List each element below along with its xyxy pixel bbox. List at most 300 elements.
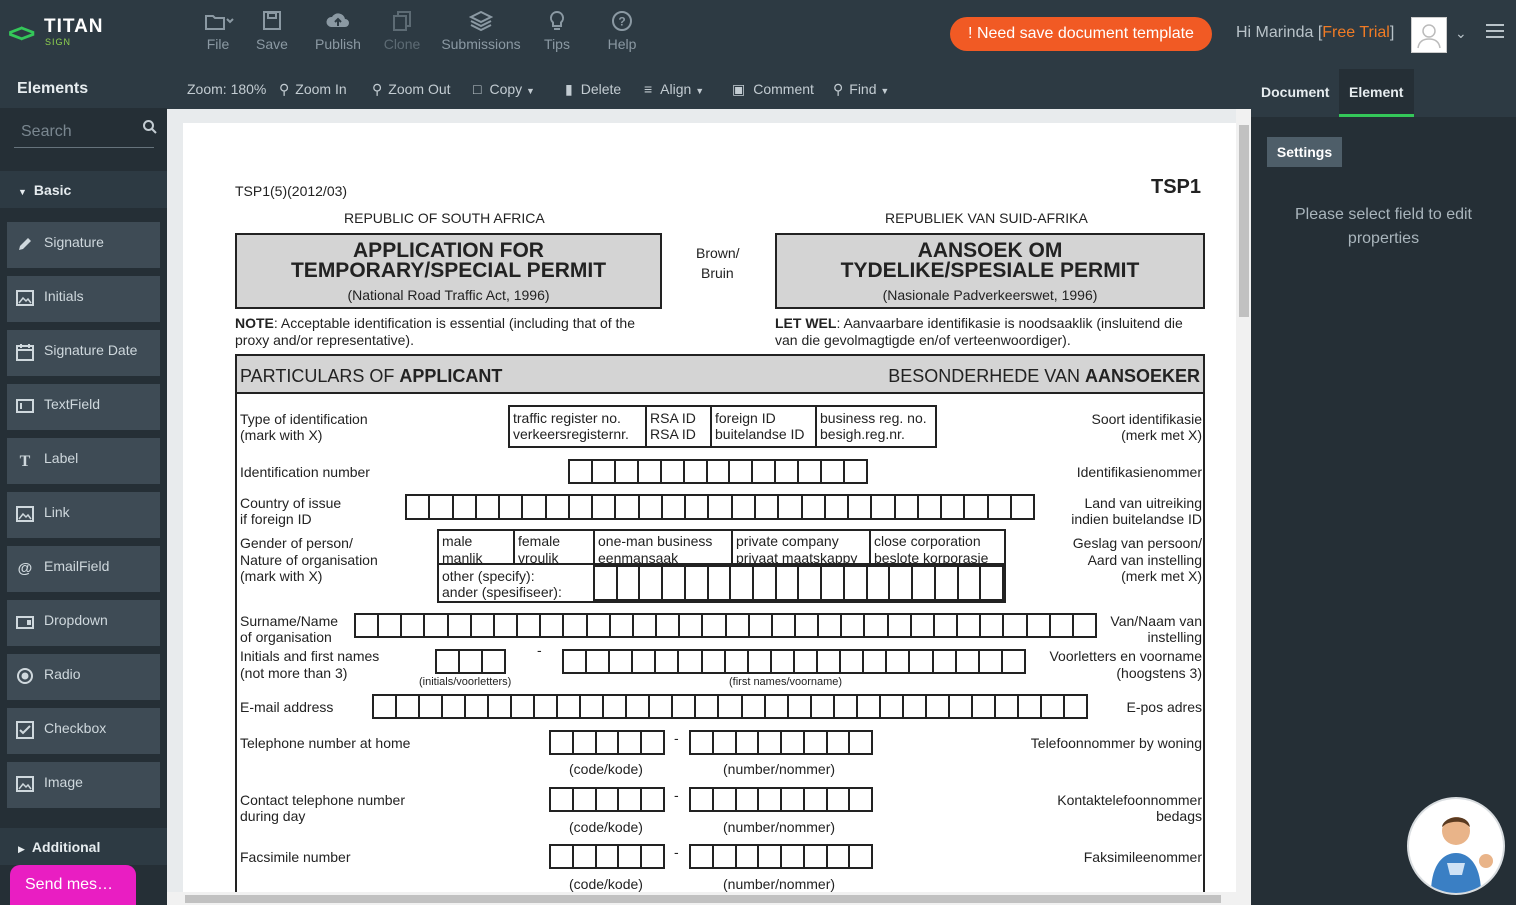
char-box[interactable] xyxy=(574,844,597,869)
char-box[interactable] xyxy=(743,694,766,719)
char-box[interactable] xyxy=(570,459,593,484)
char-box[interactable] xyxy=(558,694,581,719)
tel-home-code-boxes[interactable] xyxy=(549,730,665,755)
char-box[interactable] xyxy=(726,649,749,674)
char-box[interactable] xyxy=(818,649,841,674)
char-box[interactable] xyxy=(819,613,842,638)
char-box[interactable] xyxy=(1019,694,1042,719)
contact-code-boxes[interactable] xyxy=(549,787,665,812)
country-label: Country of issue xyxy=(240,495,342,511)
char-box[interactable] xyxy=(803,494,826,520)
particulars-pre: PARTICULARS OF xyxy=(240,366,400,386)
char-box[interactable] xyxy=(597,844,620,869)
char-box[interactable] xyxy=(737,730,760,755)
char-box[interactable] xyxy=(733,494,756,520)
id-option-business[interactable] xyxy=(817,407,935,446)
support-mascot-button[interactable] xyxy=(1407,797,1505,895)
char-box[interactable] xyxy=(709,494,732,520)
char-box[interactable] xyxy=(919,494,942,520)
file-label: File xyxy=(206,36,230,52)
char-box[interactable] xyxy=(397,694,420,719)
char-box[interactable] xyxy=(642,844,665,869)
char-box[interactable] xyxy=(795,649,818,674)
char-box[interactable] xyxy=(696,694,719,719)
tel-home-number-boxes[interactable] xyxy=(689,730,873,755)
geslag-label-2: Aard van instelling xyxy=(1087,552,1202,568)
char-box[interactable] xyxy=(650,694,673,719)
colour-label-2: Bruin xyxy=(701,265,734,281)
land-sub: indien buitelandse ID xyxy=(1071,511,1202,527)
char-box[interactable] xyxy=(950,694,973,719)
char-box[interactable] xyxy=(805,844,828,869)
link-label: Link xyxy=(44,504,70,520)
gender-option-male[interactable] xyxy=(439,531,515,565)
char-box[interactable] xyxy=(796,613,819,638)
char-box[interactable] xyxy=(842,613,865,638)
char-box[interactable] xyxy=(663,565,686,601)
id-option-foreign[interactable] xyxy=(712,407,817,446)
char-box[interactable] xyxy=(996,694,1019,719)
char-box[interactable] xyxy=(1003,649,1026,674)
char-box[interactable] xyxy=(714,730,737,755)
char-box[interactable] xyxy=(959,565,982,601)
id-number-label: Identification number xyxy=(240,464,370,480)
char-box[interactable] xyxy=(731,565,754,601)
char-box[interactable] xyxy=(772,649,795,674)
sidebar-item-emailfield[interactable] xyxy=(7,546,160,592)
tips-button[interactable] xyxy=(540,10,574,60)
char-box[interactable] xyxy=(927,694,950,719)
tel-home-label: Telephone number at home xyxy=(240,735,411,751)
sidebar-item-signature-date[interactable] xyxy=(7,330,160,376)
char-box[interactable] xyxy=(789,694,812,719)
char-box[interactable] xyxy=(1028,613,1051,638)
gender-opt-en: close corporation xyxy=(874,533,981,549)
tab-document[interactable]: Document xyxy=(1261,84,1330,100)
publish-button[interactable] xyxy=(311,10,365,60)
char-box[interactable] xyxy=(822,459,845,484)
char-box[interactable] xyxy=(708,459,731,484)
char-box[interactable] xyxy=(402,613,425,638)
surname-boxes[interactable] xyxy=(354,613,1097,638)
image-icon xyxy=(16,289,34,307)
char-box[interactable] xyxy=(773,613,796,638)
char-box[interactable] xyxy=(574,730,597,755)
char-box[interactable] xyxy=(777,565,800,601)
gender-option-female[interactable] xyxy=(515,531,595,565)
char-box[interactable] xyxy=(719,694,742,719)
menu-icon[interactable] xyxy=(1486,24,1504,38)
char-box[interactable] xyxy=(913,565,936,601)
sidebar-item-image[interactable] xyxy=(7,762,160,808)
char-box[interactable] xyxy=(616,459,639,484)
search-input[interactable]: Search xyxy=(14,116,154,148)
char-box[interactable] xyxy=(750,613,773,638)
title-af-line-2: TYDELIKE/SPESIALE PERMIT xyxy=(840,259,1140,282)
char-box[interactable] xyxy=(483,649,506,674)
document-canvas[interactable] xyxy=(167,109,1251,905)
tab-element[interactable]: Element xyxy=(1339,69,1414,117)
id-number-boxes[interactable] xyxy=(568,459,868,484)
char-box[interactable] xyxy=(640,494,663,520)
title-line-1: APPLICATION FOR xyxy=(353,239,544,262)
emailfield-label: EmailField xyxy=(44,558,110,574)
char-box[interactable] xyxy=(849,494,872,520)
char-box[interactable] xyxy=(936,565,959,601)
char-box[interactable] xyxy=(858,694,881,719)
fax-code-boxes[interactable] xyxy=(549,844,665,869)
char-box[interactable] xyxy=(779,494,802,520)
char-box[interactable] xyxy=(407,494,430,520)
char-box[interactable] xyxy=(477,494,500,520)
id-opt-en: business reg. no. xyxy=(820,410,927,426)
id-opt-af: verkeersregisternr. xyxy=(513,426,629,442)
char-box[interactable] xyxy=(714,844,737,869)
gender-option-close-corp[interactable] xyxy=(871,531,1004,565)
char-box[interactable] xyxy=(965,494,988,520)
initials-dash: - xyxy=(537,642,542,658)
char-box[interactable] xyxy=(776,459,799,484)
calendar-icon xyxy=(16,343,34,361)
save-button[interactable] xyxy=(253,10,291,60)
plan-label[interactable]: Free Trial xyxy=(1322,24,1390,41)
char-box[interactable] xyxy=(379,613,402,638)
char-box[interactable] xyxy=(619,730,642,755)
char-box[interactable] xyxy=(437,649,460,674)
char-box[interactable] xyxy=(766,694,789,719)
char-box[interactable] xyxy=(865,613,888,638)
char-box[interactable] xyxy=(547,494,570,520)
form-id: TSP1 xyxy=(1151,176,1202,198)
delete-button[interactable] xyxy=(565,81,621,98)
id-opt-af: RSA ID xyxy=(650,426,696,442)
char-box[interactable] xyxy=(500,494,523,520)
titan-sign-logo[interactable] xyxy=(8,14,108,50)
char-box[interactable] xyxy=(518,613,541,638)
char-box[interactable] xyxy=(686,565,709,601)
char-box[interactable] xyxy=(1074,613,1097,638)
char-box[interactable] xyxy=(680,613,703,638)
char-box[interactable] xyxy=(564,613,587,638)
document-page[interactable] xyxy=(183,123,1236,905)
char-box[interactable] xyxy=(805,787,828,812)
tel-home-dash: - xyxy=(674,730,679,746)
id-opt-af: buitelandse ID xyxy=(715,426,805,442)
align-button[interactable] xyxy=(644,81,704,97)
char-box[interactable] xyxy=(523,494,546,520)
char-box[interactable] xyxy=(604,694,627,719)
char-box[interactable] xyxy=(850,787,873,812)
particulars-title xyxy=(240,366,502,386)
char-box[interactable] xyxy=(657,613,680,638)
char-box[interactable] xyxy=(868,565,891,601)
file-button[interactable] xyxy=(198,10,238,60)
char-box[interactable] xyxy=(904,694,927,719)
char-box[interactable] xyxy=(642,730,665,755)
epos-label: E-pos adres xyxy=(1126,699,1202,715)
char-box[interactable] xyxy=(581,694,604,719)
checkbox-icon xyxy=(16,721,34,739)
char-box[interactable] xyxy=(1065,694,1088,719)
chevron-down-icon[interactable]: ⌄ xyxy=(1455,25,1467,41)
zoom-out-button[interactable] xyxy=(372,81,451,98)
char-box[interactable] xyxy=(782,844,805,869)
sidebar-item-radio[interactable] xyxy=(7,654,160,700)
gender-option-private[interactable] xyxy=(733,531,871,565)
char-box[interactable] xyxy=(872,494,895,520)
char-box[interactable] xyxy=(1004,613,1027,638)
char-box[interactable] xyxy=(727,613,750,638)
additional-label: Additional xyxy=(31,839,101,855)
char-box[interactable] xyxy=(912,613,935,638)
char-box[interactable] xyxy=(756,494,779,520)
char-box[interactable] xyxy=(420,694,443,719)
char-box[interactable] xyxy=(759,730,782,755)
char-box[interactable] xyxy=(574,787,597,812)
char-box[interactable] xyxy=(610,649,633,674)
char-box[interactable] xyxy=(587,649,610,674)
char-box[interactable] xyxy=(595,565,618,601)
char-box[interactable] xyxy=(551,730,574,755)
char-box[interactable] xyxy=(981,613,1004,638)
caret-down-icon: ▼ xyxy=(18,187,27,197)
char-box[interactable] xyxy=(460,649,483,674)
char-box[interactable] xyxy=(759,844,782,869)
fax-number-boxes[interactable] xyxy=(689,844,873,869)
char-box[interactable] xyxy=(935,613,958,638)
char-box[interactable] xyxy=(826,494,849,520)
char-box[interactable] xyxy=(957,649,980,674)
sidebar-item-label[interactable] xyxy=(7,438,160,484)
char-box[interactable] xyxy=(449,613,472,638)
char-box[interactable] xyxy=(619,787,642,812)
char-box[interactable] xyxy=(822,565,845,601)
char-box[interactable] xyxy=(841,649,864,674)
horizontal-scroll-thumb[interactable] xyxy=(185,895,1221,903)
char-box[interactable] xyxy=(749,649,772,674)
gender-option-one-man[interactable] xyxy=(595,531,733,565)
horizontal-scrollbar[interactable] xyxy=(167,892,1236,905)
char-box[interactable] xyxy=(754,565,777,601)
char-box[interactable] xyxy=(864,649,887,674)
char-box[interactable] xyxy=(466,694,489,719)
char-box[interactable] xyxy=(714,787,737,812)
char-box[interactable] xyxy=(642,787,665,812)
char-box[interactable] xyxy=(910,649,933,674)
char-box[interactable] xyxy=(980,649,1003,674)
gender-opt-af: manlik xyxy=(442,550,483,566)
char-box[interactable] xyxy=(691,730,714,755)
char-box[interactable] xyxy=(958,613,981,638)
dropdown-icon xyxy=(16,613,34,631)
char-box[interactable] xyxy=(890,565,913,601)
search-icon[interactable] xyxy=(142,119,158,135)
char-box[interactable] xyxy=(639,459,662,484)
char-box[interactable] xyxy=(662,459,685,484)
soort-sub: (merk met X) xyxy=(1121,427,1202,443)
sidebar-item-checkbox[interactable] xyxy=(7,708,160,754)
char-box[interactable] xyxy=(454,494,477,520)
char-box[interactable] xyxy=(703,649,726,674)
char-box[interactable] xyxy=(828,787,851,812)
char-box[interactable] xyxy=(805,730,828,755)
char-box[interactable] xyxy=(896,494,919,520)
char-box[interactable] xyxy=(973,694,996,719)
char-box[interactable] xyxy=(597,787,620,812)
at-icon xyxy=(16,559,34,577)
char-box[interactable] xyxy=(495,613,518,638)
sidebar-item-initials[interactable] xyxy=(7,276,160,322)
char-box[interactable] xyxy=(1051,613,1074,638)
char-box[interactable] xyxy=(737,844,760,869)
char-box[interactable] xyxy=(685,459,708,484)
id-option-traffic[interactable] xyxy=(510,407,647,446)
republic-heading: REPUBLIC OF SOUTH AFRICA xyxy=(344,210,545,226)
char-box[interactable] xyxy=(730,459,753,484)
id-type-options xyxy=(508,405,937,448)
char-box[interactable] xyxy=(472,613,495,638)
char-box[interactable] xyxy=(709,565,732,601)
char-box[interactable] xyxy=(633,649,656,674)
submissions-button[interactable] xyxy=(440,10,522,60)
char-box[interactable] xyxy=(989,494,1012,520)
char-box[interactable] xyxy=(512,694,535,719)
char-box[interactable] xyxy=(430,494,453,520)
char-box[interactable] xyxy=(812,694,835,719)
contact-number-boxes[interactable] xyxy=(689,787,873,812)
initials-boxes[interactable] xyxy=(435,649,506,674)
char-box[interactable] xyxy=(737,787,760,812)
additional-section-toggle[interactable] xyxy=(0,828,167,865)
char-box[interactable] xyxy=(593,494,616,520)
char-box[interactable] xyxy=(981,565,1004,601)
char-box[interactable] xyxy=(679,649,702,674)
char-box[interactable] xyxy=(541,613,564,638)
email-boxes[interactable] xyxy=(372,694,1088,719)
char-box[interactable] xyxy=(627,694,650,719)
sidebar-item-textfield[interactable] xyxy=(7,384,160,430)
gender-label-2: Nature of organisation xyxy=(240,552,378,568)
char-box[interactable] xyxy=(356,613,379,638)
char-box[interactable] xyxy=(753,459,776,484)
comment-icon: ▣ xyxy=(732,81,746,97)
char-box[interactable] xyxy=(850,844,873,869)
char-box[interactable] xyxy=(616,494,639,520)
char-box[interactable] xyxy=(551,787,574,812)
char-box[interactable] xyxy=(535,694,558,719)
char-box[interactable] xyxy=(835,694,858,719)
contact-code-caption: (code/kode) xyxy=(569,819,643,835)
char-box[interactable] xyxy=(782,787,805,812)
copy-button[interactable] xyxy=(473,81,535,97)
zoom-out-icon: ⚲ xyxy=(372,81,383,97)
avatar[interactable] xyxy=(1411,17,1447,53)
char-box[interactable] xyxy=(588,613,611,638)
char-box[interactable] xyxy=(759,787,782,812)
caret-down-icon: ▼ xyxy=(695,86,705,96)
basic-section-toggle[interactable] xyxy=(0,171,167,208)
char-box[interactable] xyxy=(597,730,620,755)
char-box[interactable] xyxy=(889,613,912,638)
char-box[interactable] xyxy=(570,494,593,520)
find-button[interactable] xyxy=(833,81,889,98)
char-box[interactable] xyxy=(611,613,634,638)
van-label: Van/Naam van xyxy=(1110,613,1202,629)
save-template-button[interactable]: ! Need save document template xyxy=(950,17,1212,51)
char-box[interactable] xyxy=(686,494,709,520)
sidebar-item-signature[interactable] xyxy=(7,222,160,268)
comment-label: Comment xyxy=(753,81,814,97)
char-box[interactable] xyxy=(425,613,448,638)
char-box[interactable] xyxy=(934,649,957,674)
char-box[interactable] xyxy=(850,730,873,755)
char-box[interactable] xyxy=(887,649,910,674)
char-box[interactable] xyxy=(845,459,868,484)
act-af-text: (Nasionale Padverkeerswet, 1996) xyxy=(882,287,1098,303)
vertical-scroll-thumb[interactable] xyxy=(1239,125,1249,317)
zoom-in-button[interactable] xyxy=(279,81,347,98)
char-box[interactable] xyxy=(799,459,822,484)
char-box[interactable] xyxy=(618,565,641,601)
char-box[interactable] xyxy=(799,565,822,601)
help-button[interactable] xyxy=(604,10,640,60)
tel-home-number-caption: (number/nommer) xyxy=(723,761,836,777)
char-box[interactable] xyxy=(691,844,714,869)
vertical-scrollbar[interactable] xyxy=(1236,109,1251,905)
signature-label: Signature xyxy=(44,234,104,250)
sidebar-item-link[interactable] xyxy=(7,492,160,538)
char-box[interactable] xyxy=(845,565,868,601)
char-box[interactable] xyxy=(703,613,726,638)
note-bold: NOTE xyxy=(235,315,274,331)
clone-button[interactable] xyxy=(382,10,422,60)
char-box[interactable] xyxy=(942,494,965,520)
char-box[interactable] xyxy=(374,694,397,719)
char-box[interactable] xyxy=(782,730,805,755)
char-box[interactable] xyxy=(593,459,616,484)
send-message-button[interactable]: Send mes… xyxy=(10,865,136,905)
id-option-rsa[interactable] xyxy=(647,407,712,446)
comment-button[interactable] xyxy=(732,81,814,98)
char-box[interactable] xyxy=(691,787,714,812)
char-box[interactable] xyxy=(828,844,851,869)
char-box[interactable] xyxy=(551,844,574,869)
settings-button[interactable]: Settings xyxy=(1267,137,1342,167)
char-box[interactable] xyxy=(663,494,686,520)
char-box[interactable] xyxy=(828,730,851,755)
gender-label-1: Gender of person/ xyxy=(240,535,353,551)
delete-label: Delete xyxy=(580,81,622,97)
help-icon xyxy=(611,10,633,32)
email-label: E-mail address xyxy=(240,699,334,715)
char-box[interactable] xyxy=(634,613,657,638)
char-box[interactable] xyxy=(656,649,679,674)
char-box[interactable] xyxy=(489,694,512,719)
char-box[interactable] xyxy=(1012,494,1035,520)
other-boxes[interactable] xyxy=(593,565,1004,601)
country-boxes[interactable] xyxy=(405,494,1035,520)
char-box[interactable] xyxy=(881,694,904,719)
char-box[interactable] xyxy=(564,649,587,674)
char-box[interactable] xyxy=(443,694,466,719)
dropdown-label: Dropdown xyxy=(44,612,108,628)
first-names-boxes[interactable] xyxy=(562,649,1026,674)
char-box[interactable] xyxy=(619,844,642,869)
sidebar-item-dropdown[interactable] xyxy=(7,600,160,646)
char-box[interactable] xyxy=(1042,694,1065,719)
char-box[interactable] xyxy=(673,694,696,719)
char-box[interactable] xyxy=(640,565,663,601)
